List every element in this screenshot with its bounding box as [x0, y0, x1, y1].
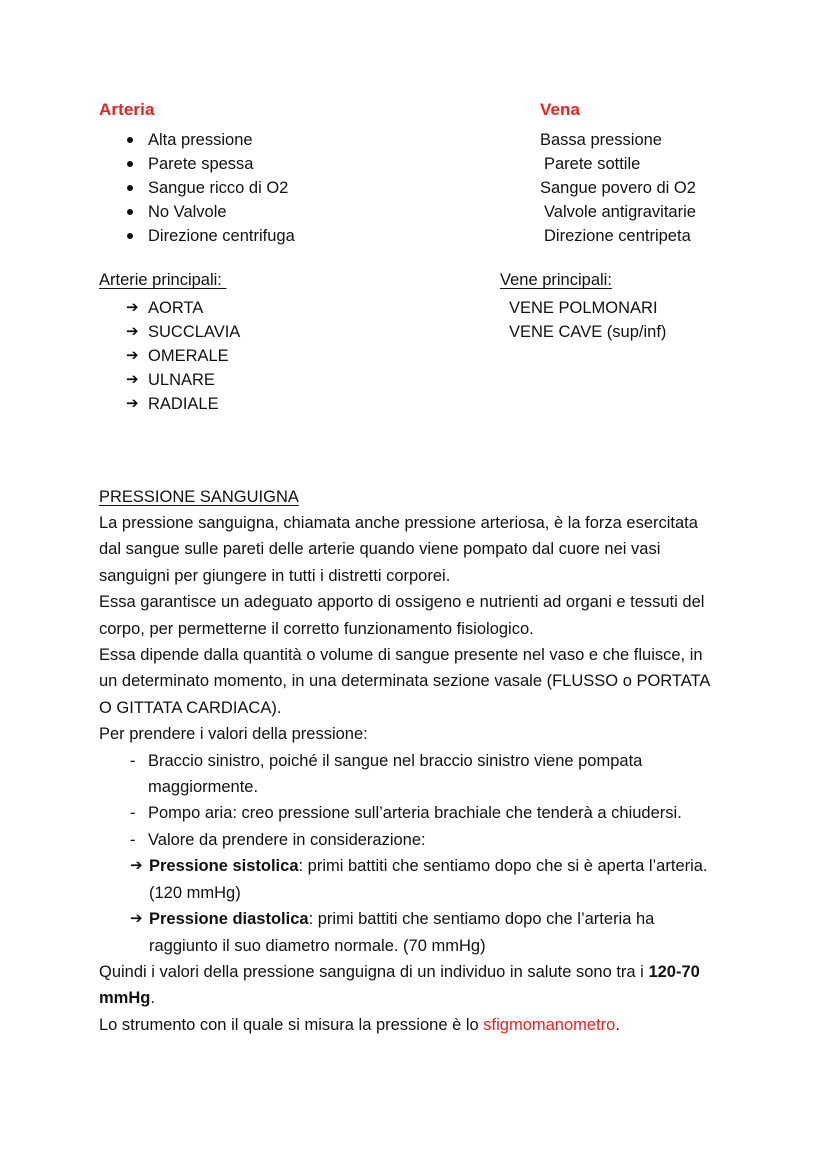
dash-bullet-icon: - [130, 751, 136, 770]
list-item [99, 224, 499, 248]
arrow-right-icon: ➔ [126, 371, 139, 388]
list-item-label: OMERALE [148, 347, 229, 365]
paragraph-conclusion [99, 959, 724, 1012]
list-item [99, 368, 479, 392]
list-item: Bassa pressione [540, 131, 662, 149]
measurement-steps-list [99, 748, 724, 854]
arrow-right-icon: ➔ [130, 910, 143, 928]
vein-column [540, 98, 820, 248]
conclusion-period: . [150, 989, 155, 1008]
list-item: Valvole antigravitarie [544, 203, 696, 221]
list-item-label: Alta pressione [148, 131, 253, 149]
paragraph-definition: La pressione sanguigna, chiamata anche pressione arteriosa, è la forza esercitata dal sangue sulle pareti delle arterie quando viene pompato dal cuore nei vasi sanguigni per giungere in tutti i distretti corporei. [99, 514, 698, 585]
principal-veins-block [500, 268, 800, 344]
list-item [99, 152, 499, 176]
diastolic-term: Pressione diastolica [149, 910, 309, 929]
section-heading: PRESSIONE SANGUIGNA [99, 488, 299, 506]
instrument-name: sfigmomanometro [483, 1015, 616, 1034]
systolic-term: Pressione sistolica [149, 857, 299, 876]
conclusion-lead: Quindi i valori della pressione sanguigna di un individuo in salute sono tra i [99, 962, 649, 981]
list-item-label: Direzione centrifuga [148, 227, 295, 245]
bullet-dot-icon [127, 161, 133, 167]
paragraph-instrument [99, 1012, 724, 1038]
list-item [99, 176, 499, 200]
bullet-dot-icon [127, 185, 133, 191]
list-item [99, 853, 724, 906]
paragraph-dependency: Essa dipende dalla quantità o volume di sangue presente nel vaso e che fluisce, in un determinato momento, in una determinata sezione vasale (FLUSSO o PORTATA O GITTATA CARDIACA). [99, 646, 710, 717]
paragraph-measure-intro: Per prendere i valori della pressione: [99, 725, 368, 744]
list-item [99, 800, 724, 826]
artery-heading: Arteria [99, 100, 155, 119]
arrow-right-icon: ➔ [126, 299, 139, 316]
list-item [99, 906, 724, 959]
diastolic-description: : primi battiti che sentiamo dopo che l’arteria ha raggiunto il suo diametro normale. (70 mmHg) [149, 910, 655, 955]
bullet-dot-icon [127, 209, 133, 215]
systolic-description: : primi battiti che sentiamo dopo che si è aperta l’arteria. (120 mmHg) [149, 857, 708, 902]
list-item-label: Parete spessa [148, 155, 254, 173]
list-item-label: Valore da prendere in considerazione: [148, 830, 426, 849]
list-item-label: Pompo aria: creo pressione sull’arteria brachiale che tenderà a chiudersi. [148, 804, 682, 823]
vein-heading: Vena [540, 100, 581, 119]
dash-bullet-icon: - [130, 830, 136, 849]
list-item [99, 344, 479, 368]
pressure-range-value: 120-70 mmHg [99, 962, 700, 1008]
artery-feature-list [99, 128, 499, 248]
list-item: VENE CAVE (sup/inf) [509, 323, 667, 341]
arrow-right-icon: ➔ [126, 395, 139, 412]
list-item: VENE POLMONARI [509, 299, 658, 317]
artery-column [99, 98, 499, 248]
arrow-right-icon: ➔ [126, 323, 139, 340]
list-item-label: AORTA [148, 299, 204, 317]
list-item-label: Braccio sinistro, poiché il sangue nel braccio sinistro viene pompata maggiormente. [148, 751, 643, 797]
list-item-label: No Valvole [148, 203, 227, 221]
list-item-label: ULNARE [148, 371, 215, 389]
principal-arteries-block [99, 268, 479, 416]
bullet-dot-icon [127, 233, 133, 239]
list-item [99, 748, 724, 801]
list-item [99, 320, 479, 344]
list-item [99, 128, 499, 152]
list-item-label: SUCCLAVIA [148, 323, 241, 341]
paragraph-function: Essa garantisce un adeguato apporto di ossigeno e nutrienti ad organi e tessuti del corpo, per permetterne il corretto funzionamento fisiologico. [99, 593, 705, 638]
blood-pressure-section [99, 484, 724, 1038]
pressure-values-list [99, 853, 724, 959]
arrow-right-icon: ➔ [126, 347, 139, 364]
instrument-lead: Lo strumento con il quale si misura la pressione è lo [99, 1015, 484, 1034]
arrow-right-icon: ➔ [130, 857, 143, 875]
principal-arteries-heading: Arterie principali: [99, 271, 227, 289]
list-item [99, 392, 479, 416]
principal-veins-list [500, 296, 800, 344]
dash-bullet-icon: - [130, 804, 136, 823]
vein-feature-list [540, 128, 820, 248]
list-item: Parete sottile [544, 155, 641, 173]
list-item: Direzione centripeta [544, 227, 691, 245]
list-item-label: RADIALE [148, 395, 219, 413]
list-item-label: Sangue ricco di O2 [148, 179, 289, 197]
list-item [99, 200, 499, 224]
principal-arteries-list [99, 296, 479, 416]
instrument-period: . [615, 1015, 620, 1034]
list-item: Sangue povero di O2 [540, 179, 696, 197]
bullet-dot-icon [127, 137, 133, 143]
list-item [99, 827, 724, 853]
list-item [99, 296, 479, 320]
principal-veins-heading: Vene principali: [500, 271, 612, 289]
